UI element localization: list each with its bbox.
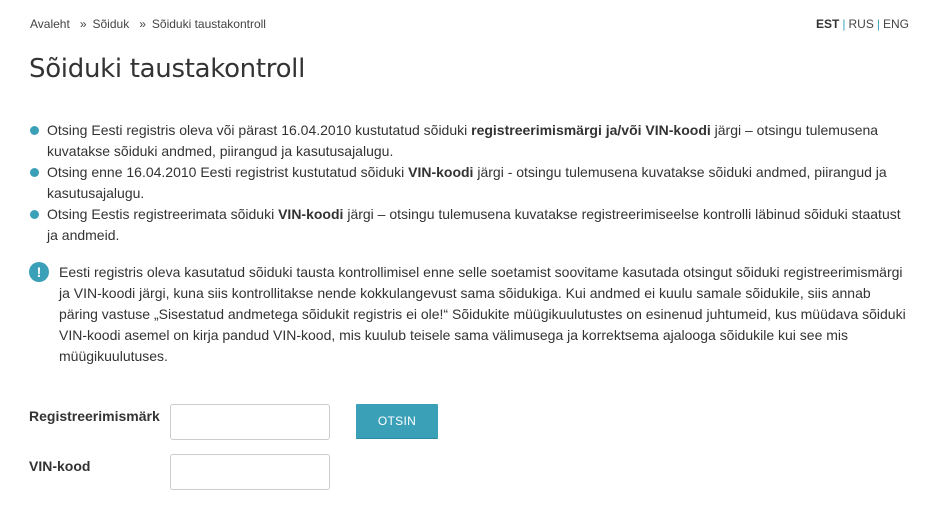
vin-code-row: [29, 454, 330, 490]
list-item: [29, 204, 909, 246]
exclamation-circle-icon: !: [29, 262, 49, 282]
notice-text: Eesti registris oleva kasutatud sõiduki tausta kontrollimisel enne selle soetamist soovitame kasutada otsingut sõiduki registreerimismärgi ja VIN-koodi järgi, kuna siis kontrollitakse nende kokkulangevust sama sõidukiga. Kui andmed ei kuulu samale sõidukile, siis annab päring vastuse „Sisestatud andmetega sõidukit registris ei ole!“ Sõidukite müügikuulutustes on esinenud juhtumeid, kus müüdava sõiduki VIN-koodi asemel on kirja pandud VIN-kood, mis kuulub teisele sama välimusega ja korrektsema ajalooga sõidukile kui see mis müügikuulutuses.: [59, 264, 906, 364]
breadcrumb-current: Sõiduki taustakontroll: [151, 17, 266, 31]
breadcrumb-separator: »: [139, 17, 146, 31]
page-title: Sõiduki taustakontroll: [29, 54, 306, 84]
vin-code-label: VIN-kood: [29, 458, 91, 474]
lang-separator: |: [876, 17, 880, 31]
search-options-list: [29, 120, 909, 246]
list-item-text: järgi – otsingu tulemusena kuvatakse registreerimiseelse kontrolli läbinud sõiduki staatust ja andmeid.: [47, 206, 901, 243]
search-button[interactable]: OTSIN: [356, 404, 438, 439]
vin-code-input[interactable]: [170, 454, 330, 490]
registration-number-label: Registreerimismärk: [29, 408, 160, 424]
breadcrumb: [30, 17, 266, 31]
lang-eng[interactable]: ENG: [882, 17, 909, 31]
list-item-bold: VIN-koodi: [278, 206, 344, 222]
list-item-text: Otsing Eesti registris oleva või pärast 16.04.2010 kustutatud sõiduki: [47, 122, 472, 138]
registration-number-input[interactable]: [170, 404, 330, 440]
bullet-icon: [30, 126, 39, 135]
lang-rus[interactable]: RUS: [848, 17, 874, 31]
list-item: [29, 162, 909, 204]
list-item: [29, 120, 909, 162]
bullet-icon: [30, 210, 39, 219]
breadcrumb-separator: »: [79, 17, 87, 31]
breadcrumb-vehicle[interactable]: Sõiduk: [92, 17, 130, 31]
registration-number-row: [29, 404, 330, 440]
list-item-bold: registreerimismärgi ja/või VIN-koodi: [471, 122, 711, 138]
top-bar: [30, 16, 909, 32]
lang-separator: |: [842, 17, 846, 31]
breadcrumb-home[interactable]: Avaleht: [30, 17, 70, 31]
language-switcher: [816, 17, 909, 31]
list-item-text: järgi - otsingu tulemusena kuvatakse sõiduki andmed, piirangud ja kasutusajalugu.: [47, 164, 887, 201]
lang-est[interactable]: EST: [816, 17, 840, 31]
list-item-text: Otsing Eestis registreerimata sõiduki: [47, 206, 279, 222]
list-item-text: järgi – otsingu tulemusena kuvatakse sõiduki andmed, piirangud ja kasutusajalugu.: [47, 122, 879, 159]
notice-box: [29, 262, 909, 367]
list-item-bold: VIN-koodi: [408, 164, 474, 180]
list-item-text: Otsing enne 16.04.2010 Eesti registrist kustutatud sõiduki: [47, 164, 409, 180]
bullet-icon: [30, 168, 39, 177]
